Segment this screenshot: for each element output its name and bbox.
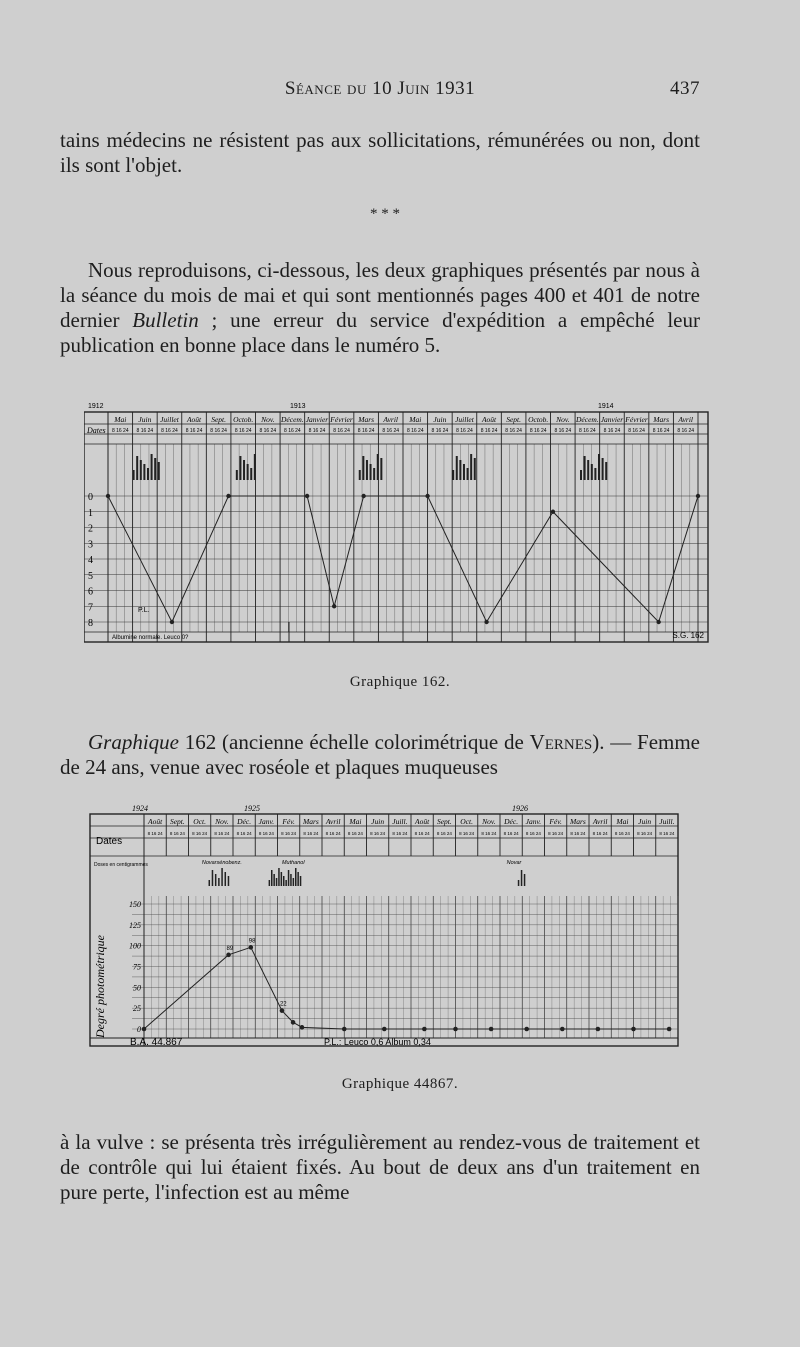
y-tick-label: 75 <box>133 962 141 972</box>
year-label: 1914 <box>598 403 614 410</box>
data-point <box>170 620 174 624</box>
month-label: Janv. <box>525 817 542 826</box>
subdate-label: 8 16 24 <box>169 831 185 836</box>
data-point <box>484 620 488 624</box>
injection-bar <box>594 468 596 480</box>
month-label: Octob. <box>528 415 549 424</box>
month-label: Juill. <box>392 817 408 826</box>
subdate-label: 8 16 24 <box>185 428 203 434</box>
month-label: Nov. <box>261 415 275 424</box>
y-tick-label: 100 <box>129 941 141 951</box>
data-point <box>305 494 309 498</box>
data-point <box>226 953 231 958</box>
month-label: Mars <box>358 415 375 424</box>
data-point <box>596 1027 601 1032</box>
footer-right: P.L.: Leuco 0,6 Album 0,34 <box>324 1037 431 1047</box>
subdate-label: 8 16 24 <box>192 831 208 836</box>
dose-bar <box>273 874 275 886</box>
subdate-label: 8 16 24 <box>303 831 319 836</box>
subdate-label: 8 16 24 <box>529 428 547 434</box>
injection-bar <box>474 458 476 480</box>
dose-bar <box>212 870 214 886</box>
subdate-label: 8 16 24 <box>259 428 277 434</box>
month-label: Nov. <box>556 415 570 424</box>
data-point <box>142 1027 147 1032</box>
month-label: Octob. <box>233 415 254 424</box>
injection-bar <box>362 456 364 480</box>
month-label: Décem. <box>576 415 599 424</box>
dose-bar <box>276 878 278 886</box>
dose-bar <box>218 878 220 886</box>
subdate-label: 8 16 24 <box>111 428 129 434</box>
subdate-label: 8 16 24 <box>525 831 541 836</box>
month-label: Sept. <box>169 817 185 826</box>
footer-left: B.A. 44.867 <box>130 1037 183 1048</box>
month-label: Août <box>481 415 497 424</box>
figure-162-graphic <box>84 398 714 646</box>
data-point <box>631 1027 636 1032</box>
year-label: 1924 <box>132 804 148 813</box>
injection-bar <box>467 468 469 480</box>
dose-bar <box>290 874 292 886</box>
dose-bar <box>269 880 271 886</box>
subdate-label: 8 16 24 <box>554 428 572 434</box>
data-point <box>342 1027 347 1032</box>
subdate-label: 8 16 24 <box>614 831 630 836</box>
injection-bar <box>456 456 458 480</box>
subdate-label: 8 16 24 <box>637 831 653 836</box>
injection-bar <box>154 458 156 480</box>
dose-bar <box>521 870 523 886</box>
dose-bar <box>271 870 273 886</box>
injection-bar <box>143 464 145 480</box>
month-label: Juin <box>638 817 652 826</box>
subdate-label: 8 16 24 <box>652 428 670 434</box>
paragraph-4: à la vulve : se présenta très irrégulièrement au rendez-vous de traitement et de contrôle qui lui étaient fixés. Au bout de deux ans d'un traitement en pure perte, l'infection est au même <box>60 1130 700 1204</box>
injection-bar <box>452 470 454 480</box>
injection-bar <box>459 460 461 480</box>
month-label: Sept. <box>506 415 522 424</box>
y-tick-label: 50 <box>133 983 141 993</box>
injection-bar <box>250 468 252 480</box>
injection-bar <box>140 460 142 480</box>
month-label: Février <box>330 415 353 424</box>
figure-162 <box>84 398 714 646</box>
subdate-label: 8 16 24 <box>161 428 178 434</box>
month-label: Avril <box>383 415 399 424</box>
paragraph-2-text-b: ; une erreur du service d'expédition a empêché leur publication en bonne place dans le numéro 5. <box>60 308 700 357</box>
subdate-label: 8 16 24 <box>333 428 350 434</box>
month-label: Juill. <box>659 817 675 826</box>
month-label: Février <box>625 415 648 424</box>
value-label: 22 <box>279 1001 287 1008</box>
subdate-label: 8 16 24 <box>579 428 596 434</box>
dates-label: Dates <box>96 836 123 847</box>
month-label: Juillet <box>455 415 474 424</box>
y-tick-label: 25 <box>133 1004 141 1014</box>
month-label: Janv. <box>258 817 275 826</box>
month-label: Juin <box>371 817 385 826</box>
subdate-label: 8 16 24 <box>436 831 452 836</box>
dose-bar <box>283 876 285 886</box>
injection-bar <box>254 454 256 480</box>
data-point <box>425 494 429 498</box>
data-point <box>249 945 254 950</box>
y-tick-label: 6 <box>88 586 93 598</box>
subdate-label: 8 16 24 <box>592 831 608 836</box>
subdate-label: 8 16 24 <box>325 831 341 836</box>
paragraph-3-text-b: ). — Femme de 24 ans, venue avec roséole et plaques muqueuses <box>60 730 701 779</box>
subdate-label: 8 16 24 <box>480 428 498 434</box>
month-label: Sept. <box>436 817 452 826</box>
dose-bar <box>518 880 520 886</box>
injection-bar <box>598 454 600 480</box>
month-label: Déc. <box>504 817 519 826</box>
drug-label: Muthanol <box>281 860 305 866</box>
dose-bar <box>288 870 290 886</box>
month-label: Fév. <box>282 817 295 826</box>
subdate-label: 8 16 24 <box>147 831 163 836</box>
subdate-label: 8 16 24 <box>392 831 408 836</box>
month-label: Janvier <box>305 415 329 424</box>
paragraph-3-text-a: 162 (ancienne échelle colorimétrique de <box>179 730 530 754</box>
injection-bar <box>584 456 586 480</box>
data-point <box>489 1027 494 1032</box>
dose-bar <box>215 874 217 886</box>
data-point <box>106 494 110 498</box>
subdate-label: 8 16 24 <box>503 831 519 836</box>
data-point <box>300 1025 305 1030</box>
subdate-label: 8 16 24 <box>456 428 473 434</box>
data-point <box>453 1027 458 1032</box>
subdate-label: 8 16 24 <box>459 831 475 836</box>
data-point <box>291 1020 296 1025</box>
subdate-label: 8 16 24 <box>659 831 675 836</box>
paragraph-3-vernes: Vernes <box>529 730 593 754</box>
value-label: 98 <box>248 938 256 945</box>
injection-bar <box>463 464 465 480</box>
signature-label: S.G. 162 <box>672 631 704 640</box>
paragraph-2-text-a: Nous reproduisons, ci-dessous, les deux graphiques présentés par nous à la séance du mois de mai et qui sont mentionnés pages 400 et 401 de notre dernier <box>60 258 700 332</box>
subdate-label: 8 16 24 <box>136 428 154 434</box>
subdate-label: 8 16 24 <box>481 831 497 836</box>
injection-bar <box>239 456 241 480</box>
injection-bar <box>366 460 368 480</box>
injection-bar <box>580 470 582 480</box>
month-label: Août <box>148 817 163 826</box>
data-point <box>560 1027 565 1032</box>
data-point <box>696 494 700 498</box>
subdate-label: 8 16 24 <box>214 831 230 836</box>
month-label: Sept. <box>211 415 227 424</box>
data-point <box>422 1027 427 1032</box>
year-label: 1913 <box>290 403 306 410</box>
month-label: Août <box>415 817 430 826</box>
paragraph-3-graphique: Graphique <box>88 730 179 754</box>
figure-44867-caption: Graphique 44867. <box>341 1076 459 1092</box>
paragraph-1: tains médecins ne résistent pas aux sollicitations, rémunérées ou non, dont ils sont l'objet. <box>60 128 700 177</box>
value-label: 89 <box>226 945 234 952</box>
section-separator: * * * <box>370 206 400 222</box>
y-tick-label: 0 <box>137 1025 141 1034</box>
subdate-label: 8 16 24 <box>357 428 375 434</box>
figure-44867 <box>88 800 684 1050</box>
figure-44867-graphic <box>88 800 684 1050</box>
dose-bar <box>285 880 287 886</box>
subdate-label: 8 16 24 <box>628 428 645 434</box>
dose-bar <box>221 868 223 886</box>
month-label: Janvier <box>600 415 624 424</box>
figure-162-caption: Graphique 162. <box>349 674 451 690</box>
month-label: Août <box>186 415 202 424</box>
paragraph-2-bulletin: Bulletin <box>132 308 199 332</box>
dose-bar <box>228 876 230 886</box>
running-header <box>60 78 700 108</box>
injection-bar <box>158 462 160 480</box>
dose-bar <box>281 872 283 886</box>
y-tick-label: 0 <box>88 492 93 503</box>
data-point <box>524 1027 529 1032</box>
month-label: Juillet <box>160 415 179 424</box>
paragraph-3 <box>60 730 700 780</box>
month-label: Fév. <box>549 817 562 826</box>
month-label: Oct. <box>460 817 473 826</box>
injection-bar <box>133 470 135 480</box>
subdate-label: 8 16 24 <box>210 428 227 434</box>
injection-bar <box>370 464 372 480</box>
data-point <box>361 494 365 498</box>
subdate-label: 8 16 24 <box>234 428 252 434</box>
footer-note: Albumine normale. Leuco 0? <box>112 635 189 641</box>
injection-bar <box>236 470 238 480</box>
dose-bar <box>278 868 280 886</box>
month-label: Mai <box>409 415 422 424</box>
injection-bar <box>587 460 589 480</box>
subdate-label: 8 16 24 <box>308 428 326 434</box>
dose-bar <box>297 872 299 886</box>
injection-bar <box>373 468 375 480</box>
dose-bar <box>209 880 211 886</box>
injection-bar <box>602 458 604 480</box>
y-tick-label: 1 <box>88 507 93 519</box>
month-label: Oct. <box>193 817 206 826</box>
month-label: Avril <box>592 817 608 826</box>
month-label: Mai <box>616 817 629 826</box>
subdate-label: 8 16 24 <box>236 831 252 836</box>
subdate-label: 8 16 24 <box>677 428 695 434</box>
paragraph-2 <box>60 258 700 358</box>
subdate-label: 8 16 24 <box>570 831 586 836</box>
subdate-label: 8 16 24 <box>370 831 386 836</box>
data-point <box>226 494 230 498</box>
subdate-label: 8 16 24 <box>347 831 363 836</box>
injection-bar <box>247 464 249 480</box>
month-label: Juin <box>433 415 447 424</box>
drug-label: Novarsénobenz. <box>201 860 242 866</box>
dose-bar <box>295 868 297 886</box>
pl-label: P.L. <box>138 607 150 614</box>
y-tick-label: 2 <box>88 523 93 535</box>
year-label: 1926 <box>512 804 528 813</box>
data-point <box>332 604 336 608</box>
dose-bar <box>225 872 227 886</box>
month-label: Mai <box>349 817 362 826</box>
series-line <box>144 947 669 1029</box>
y-tick-label: 4 <box>88 555 93 566</box>
data-point <box>551 510 555 514</box>
subdate-label: 8 16 24 <box>505 428 522 434</box>
dates-label: Dates <box>87 426 106 435</box>
data-point <box>656 620 660 624</box>
month-label: Avril <box>325 817 341 826</box>
data-point <box>280 1008 285 1013</box>
injection-bar <box>359 470 361 480</box>
month-label: Mai <box>114 415 127 424</box>
y-tick-label: 3 <box>88 539 93 551</box>
subdate-label: 8 16 24 <box>603 428 621 434</box>
injection-bar <box>377 454 379 480</box>
subdate-label: 8 16 24 <box>548 831 564 836</box>
injection-bar <box>243 460 245 480</box>
year-label: 1912 <box>88 403 104 410</box>
month-label: Nov. <box>482 817 496 826</box>
subdate-label: 8 16 24 <box>382 428 400 434</box>
y-tick-label: 5 <box>88 570 93 582</box>
dose-bar <box>524 874 526 886</box>
data-point <box>667 1027 672 1032</box>
page-number: 437 <box>670 78 700 99</box>
injection-bar <box>136 456 138 480</box>
subdate-label: 8 16 24 <box>284 428 301 434</box>
drug-label: Novar <box>506 860 522 866</box>
y-tick-label: 7 <box>88 602 93 614</box>
month-label: Déc. <box>237 817 252 826</box>
dose-bar <box>300 876 302 886</box>
injection-bar <box>470 454 472 480</box>
month-label: Mars <box>569 817 586 826</box>
y-tick-label: 125 <box>129 920 141 930</box>
data-point <box>382 1027 387 1032</box>
y-axis-label: Degré photométrique <box>93 935 107 1038</box>
month-label: Juin <box>138 415 152 424</box>
subdate-label: 8 16 24 <box>431 428 449 434</box>
running-title: Séance du 10 Juin 1931 <box>284 78 476 99</box>
dose-bar <box>293 878 295 886</box>
subdate-label: 8 16 24 <box>258 831 274 836</box>
month-label: Nov. <box>215 817 229 826</box>
y-tick-label: 8 <box>88 618 93 629</box>
injection-bar <box>151 454 153 480</box>
month-label: Avril <box>678 415 694 424</box>
injection-bar <box>591 464 593 480</box>
injection-bar <box>605 462 607 480</box>
y-tick-label: 150 <box>129 900 141 909</box>
subdate-label: 8 16 24 <box>281 831 297 836</box>
injection-bar <box>380 458 382 480</box>
injection-bar <box>147 468 149 480</box>
doses-label: Doses en centigrammes <box>94 862 148 868</box>
subdate-label: 8 16 24 <box>414 831 430 836</box>
month-label: Mars <box>302 817 319 826</box>
subdate-label: 8 16 24 <box>406 428 424 434</box>
month-label: Décem. <box>281 415 304 424</box>
month-label: Mars <box>653 415 670 424</box>
year-label: 1925 <box>244 804 260 813</box>
